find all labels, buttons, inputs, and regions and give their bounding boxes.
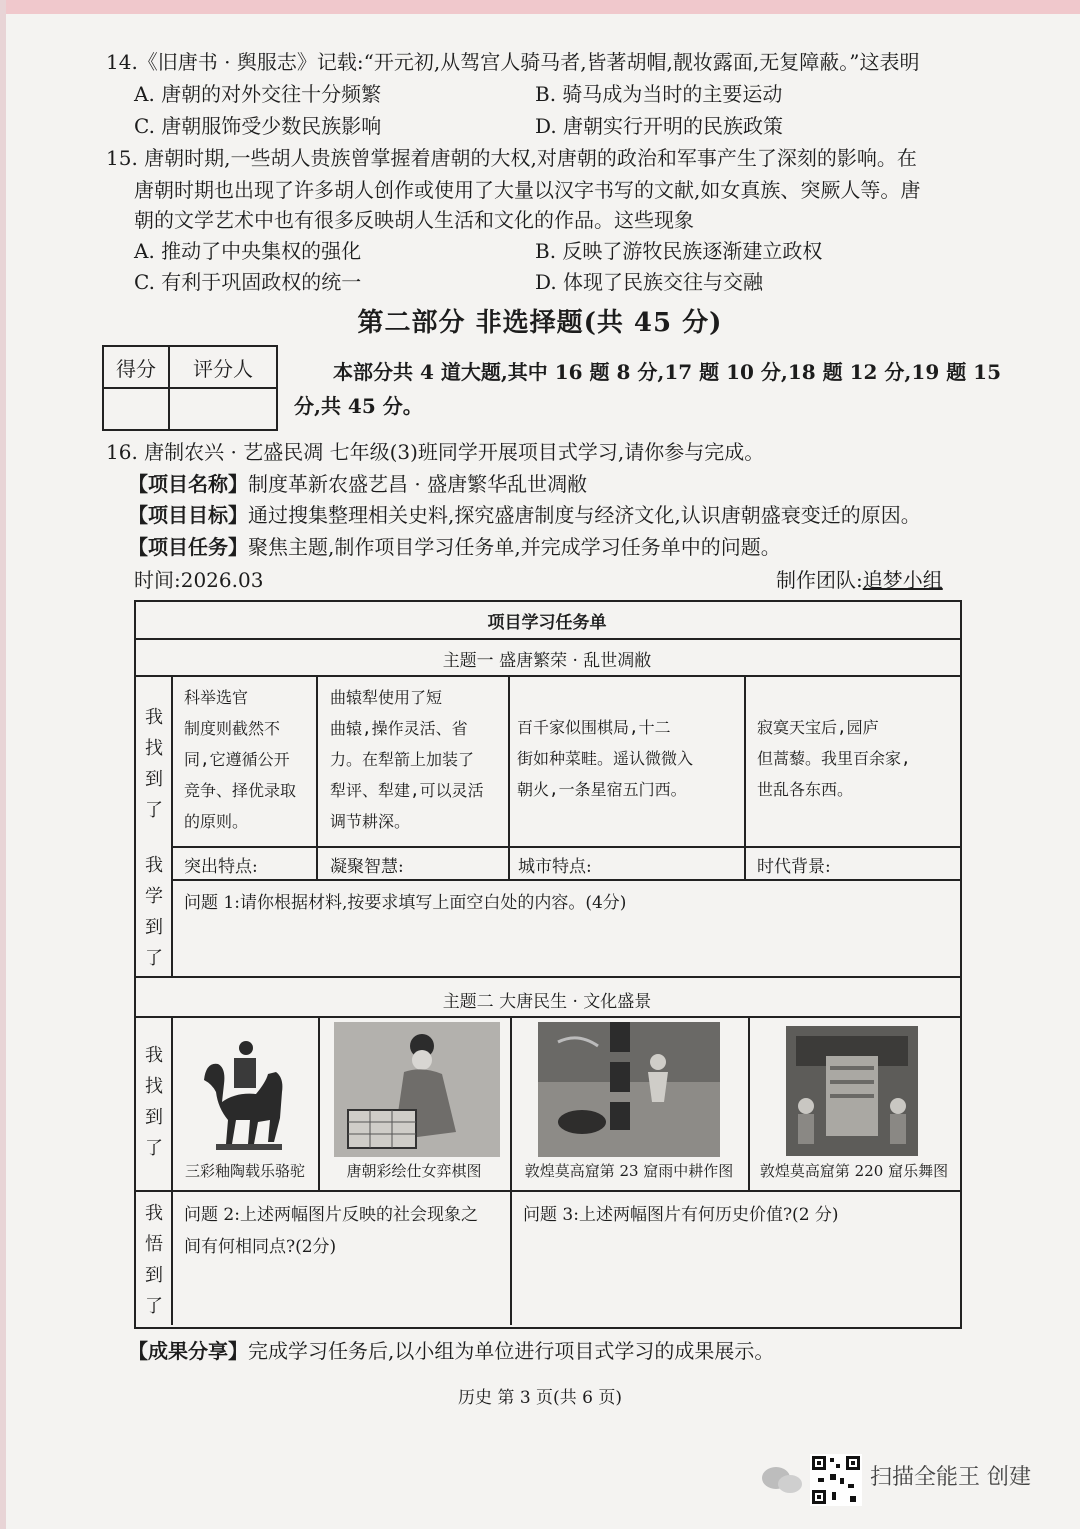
- caption-rain-farming: 敦煌莫高窟第 23 窟雨中耕作图: [524, 1162, 734, 1180]
- question-2-line-2: 间有何相同点?(2分): [184, 1237, 337, 1257]
- wechat-logo-icon: [760, 1462, 804, 1498]
- row-label-found: 我找到了: [145, 707, 163, 821]
- table-line: [508, 675, 510, 879]
- grader-label: 评分人: [169, 346, 277, 388]
- project-name-tag: 【项目名称】: [128, 472, 248, 496]
- task-sheet-title: 项目学习任务单: [487, 613, 607, 633]
- label-background: 时代背景:: [757, 857, 831, 877]
- team-label: 制作团队:: [776, 568, 863, 592]
- score-blank: [103, 388, 169, 430]
- q15-option-c: C. 有利于巩固政权的统一: [134, 270, 362, 294]
- grader-blank: [169, 388, 277, 430]
- part2-heading: 第二部分 非选择题(共 45 分): [357, 308, 723, 338]
- q15-line-1: 15. 唐朝时期,一些胡人贵族曾掌握着唐朝的大权,对唐朝的政治和军事产生了深刻的影响。在: [106, 146, 917, 170]
- rain-farming-mural-image: [538, 1022, 720, 1157]
- label-city: 城市特点:: [518, 857, 592, 877]
- theme-two-title: 主题二 大唐民生 · 文化盛景: [442, 992, 652, 1012]
- material-changan: 百千家似围棋局,十二 街如种菜畦。遥认微微入 朝火,一条星宿五门西。: [517, 718, 694, 799]
- part2-intro-line-2: 分,共 45 分。: [294, 394, 423, 418]
- q16-project-task: [128, 533, 781, 561]
- project-task-tag: 【项目任务】: [128, 535, 248, 559]
- q16-project-goal: [128, 501, 921, 529]
- question-3: 问题 3:上述两幅图片有何历史价值?(2 分): [523, 1205, 839, 1225]
- q15-line-3: 朝的文学艺术中也有很多反映胡人生活和文化的作品。这些现象: [134, 208, 694, 232]
- caption-camel: 三彩釉陶载乐骆驼: [184, 1162, 305, 1180]
- share-tag: 【成果分享】: [128, 1339, 248, 1363]
- q14-stem: 14.《旧唐书 · 舆服志》记载:“开元初,从驾宫人骑马者,皆著胡帽,靓妆露面,无复障蔽。”这表明: [106, 50, 920, 74]
- question-1: 问题 1:请你根据材料,按要求填写上面空白处的内容。(4分): [184, 893, 627, 913]
- q16-result-share: [128, 1337, 774, 1365]
- row-label-realized: 我悟到了: [145, 1203, 163, 1317]
- score-label: 得分: [103, 346, 169, 388]
- q15-option-a: A. 推动了中央集权的强化: [134, 239, 362, 263]
- project-goal-tag: 【项目目标】: [128, 503, 248, 527]
- theme-one-title: 主题一 盛唐繁荣 · 乱世凋敝: [442, 651, 652, 671]
- q16-project-name: [128, 470, 587, 498]
- camel-figure-image: [196, 1022, 296, 1157]
- caption-lady-go: 唐朝彩绘仕女弈棋图: [346, 1162, 482, 1180]
- lady-playing-go-image: [334, 1022, 500, 1157]
- material-tianbao: 寂寞天宝后,园庐 但蒿藜。我里百余家, 世乱各东西。: [757, 718, 911, 799]
- table-line: [172, 846, 960, 848]
- part2-intro-line-1: 本部分共 4 道大题,其中 16 题 8 分,17 题 10 分,18 题 12 分,19 题 15: [333, 360, 1001, 384]
- row-label-learned: 我学到了: [145, 855, 163, 969]
- label-feature: 突出特点:: [184, 857, 258, 877]
- table-line: [171, 675, 173, 976]
- project-goal-text: 通过搜集整理相关史料,探究盛唐制度与经济文化,认识唐朝盛衰变迁的原因。: [248, 503, 921, 527]
- table-line: [316, 675, 318, 879]
- q15-option-b: B. 反映了游牧民族逐渐建立政权: [535, 239, 823, 263]
- q15-line-2: 唐朝时期也出现了许多胡人创作或使用了大量以汉字书写的文献,如女真族、突厥人等。唐: [134, 178, 921, 202]
- q16-stem: 16. 唐制农兴 · 艺盛民凋 七年级(3)班同学开展项目式学习,请你参与完成。: [106, 440, 765, 464]
- team-name: 追梦小组: [862, 568, 943, 592]
- project-task-text: 聚焦主题,制作项目学习任务单,并完成学习任务单中的问题。: [248, 535, 781, 559]
- music-dance-mural-image: [786, 1026, 918, 1156]
- table-line: [172, 879, 960, 881]
- q14-option-b: B. 骑马成为当时的主要运动: [535, 82, 783, 106]
- task-sheet-time: 时间:2026.03: [134, 568, 264, 592]
- task-sheet-team: [776, 566, 943, 594]
- q14-option-c: C. 唐朝服饰受少数民族影响: [134, 114, 382, 138]
- q14-option-a: A. 唐朝的对外交往十分频繁: [134, 82, 382, 106]
- table-line: [134, 976, 960, 978]
- row-label-found-2: 我找到了: [145, 1045, 163, 1159]
- label-wisdom: 凝聚智慧:: [330, 857, 404, 877]
- page-left-edge: [0, 0, 6, 1529]
- question-2-line-1: 问题 2:上述两幅图片反映的社会现象之: [184, 1205, 478, 1225]
- share-text: 完成学习任务后,以小组为单位进行项目式学习的成果展示。: [248, 1339, 775, 1363]
- q14-option-d: D. 唐朝实行开明的民族政策: [535, 114, 784, 138]
- table-line: [134, 1016, 960, 1018]
- qr-code-icon: [810, 1454, 862, 1506]
- project-name-text: 制度革新农盛艺昌 · 盛唐繁华乱世凋敝: [248, 472, 588, 496]
- page-top-band: [0, 0, 1080, 14]
- q15-option-d: D. 体现了民族交往与交融: [535, 270, 764, 294]
- score-box: [102, 345, 278, 431]
- table-line: [134, 675, 960, 677]
- page-footer: 历史 第 3 页(共 6 页): [458, 1388, 622, 1408]
- scanner-watermark: 扫描全能王 创建: [870, 1465, 1031, 1490]
- caption-music-dance: 敦煌莫高窟第 220 窟乐舞图: [759, 1162, 949, 1180]
- table-line: [134, 1190, 960, 1192]
- table-line: [134, 638, 960, 640]
- material-keju: 科举选官 制度则截然不 同,它遵循公开 竞争、择优录取 的原则。: [184, 688, 297, 831]
- material-quyuanli: 曲辕犁使用了短 曲辕,操作灵活、省 力。在犁箭上加装了 犁评、犁建,可以灵活 调节耕深。: [330, 688, 484, 831]
